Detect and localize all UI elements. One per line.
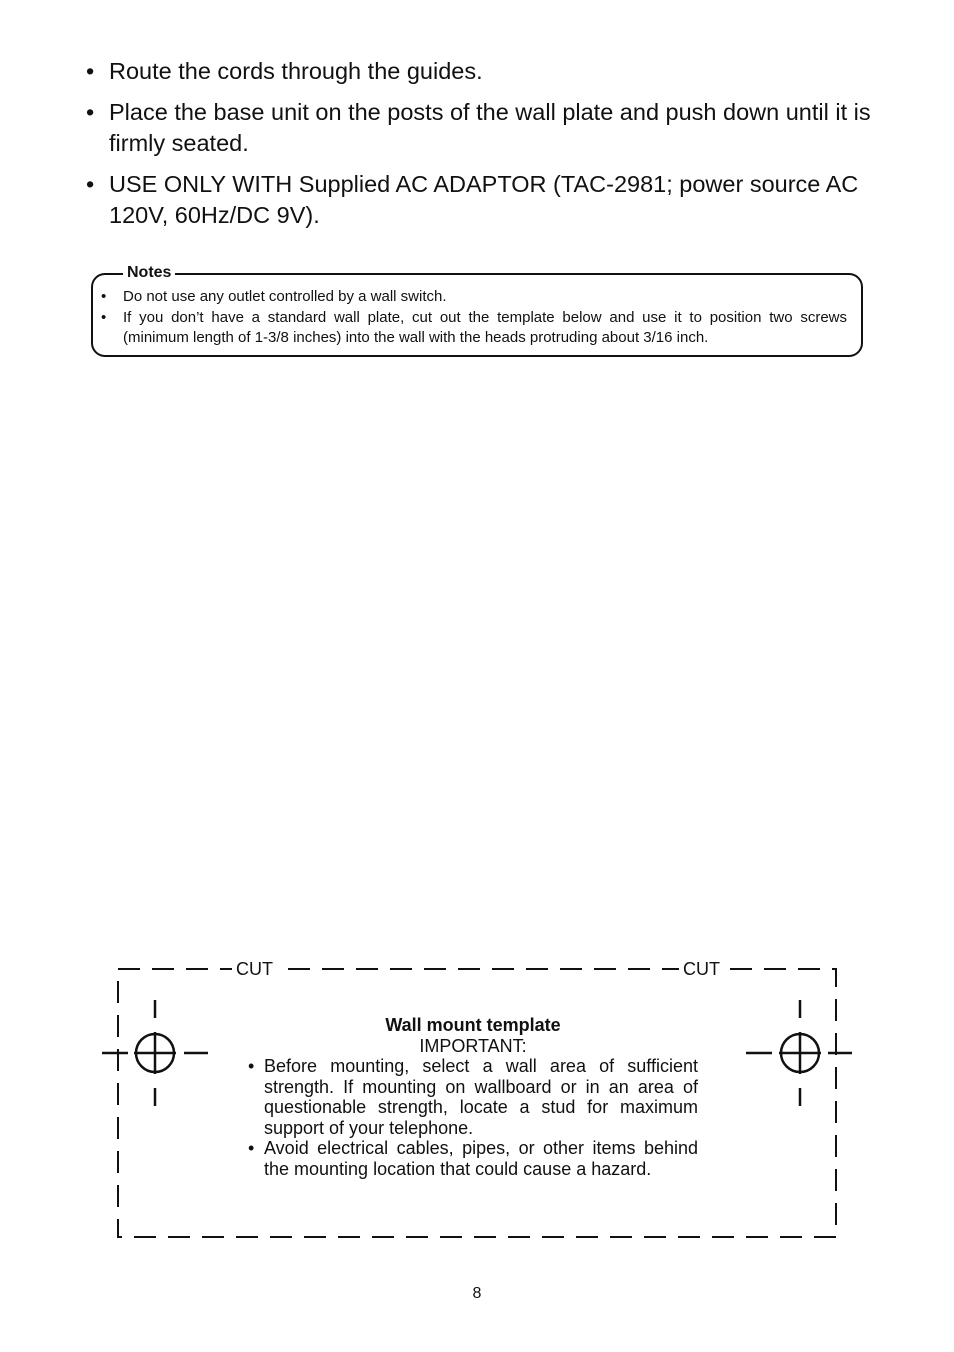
template-list [248,1056,698,1179]
page-number: 8 [472,1285,482,1302]
template-item-text: Avoid electrical cables, pipes, or other items behind the mounting location that could cause a hazard. [264,1138,698,1179]
notes-title: Notes [123,264,175,282]
note-item: • Do not use any outlet controlled by a wall switch. [101,288,447,305]
instruction-item: • USE ONLY WITH Supplied AC ADAPTOR (TAC-2981; power source AC 120V, 60Hz/DC 9V). [86,171,859,228]
template-title: Wall mount template [385,1015,561,1035]
instruction-item: • Place the base unit on the posts of the wall plate and push down until it is firmly seated. [86,99,871,156]
note-item: • If you don’t have a standard wall plate, cut out the template below and use it to position two screws (minimum length of 1-3/8 inches) into the wall with the heads protruding about 3/16 inch. [101,308,847,346]
template-item: • Before mounting, select a wall area of sufficient strength. If mounting on wallboard or in an area of questionable strength, locate a stud for maximum support of your telephone. [248,1056,698,1138]
instruction-text: USE ONLY WITH Supplied AC ADAPTOR (TAC-2981; power source AC 120V, 60Hz/DC 9V). [109,171,859,228]
note-text: If you don’t have a standard wall plate, cut out the template below and use it to position two screws (minimum length of 1-3/8 inches) into the wall with the heads protruding about 3/16 inch. [123,308,847,346]
note-text: Do not use any outlet controlled by a wall switch. [123,288,447,305]
template-item: • Avoid electrical cables, pipes, or other items behind the mounting location that could cause a hazard. [248,1138,698,1179]
cut-label-left: CUT [232,959,277,979]
instruction-text: Place the base unit on the posts of the wall plate and push down until it is firmly seated. [109,99,871,156]
instruction-text: Route the cords through the guides. [109,58,483,84]
template-instructions [248,1015,698,1179]
cut-label-right: CUT [679,959,724,979]
instruction-item: • Route the cords through the guides. [86,58,483,84]
template-subtitle: IMPORTANT: [419,1035,527,1056]
template-item-text: Before mounting, select a wall area of sufficient strength. If mounting on wallboard or in an area of questionable strength, locate a stud for maximum support of your telephone. [264,1056,698,1138]
